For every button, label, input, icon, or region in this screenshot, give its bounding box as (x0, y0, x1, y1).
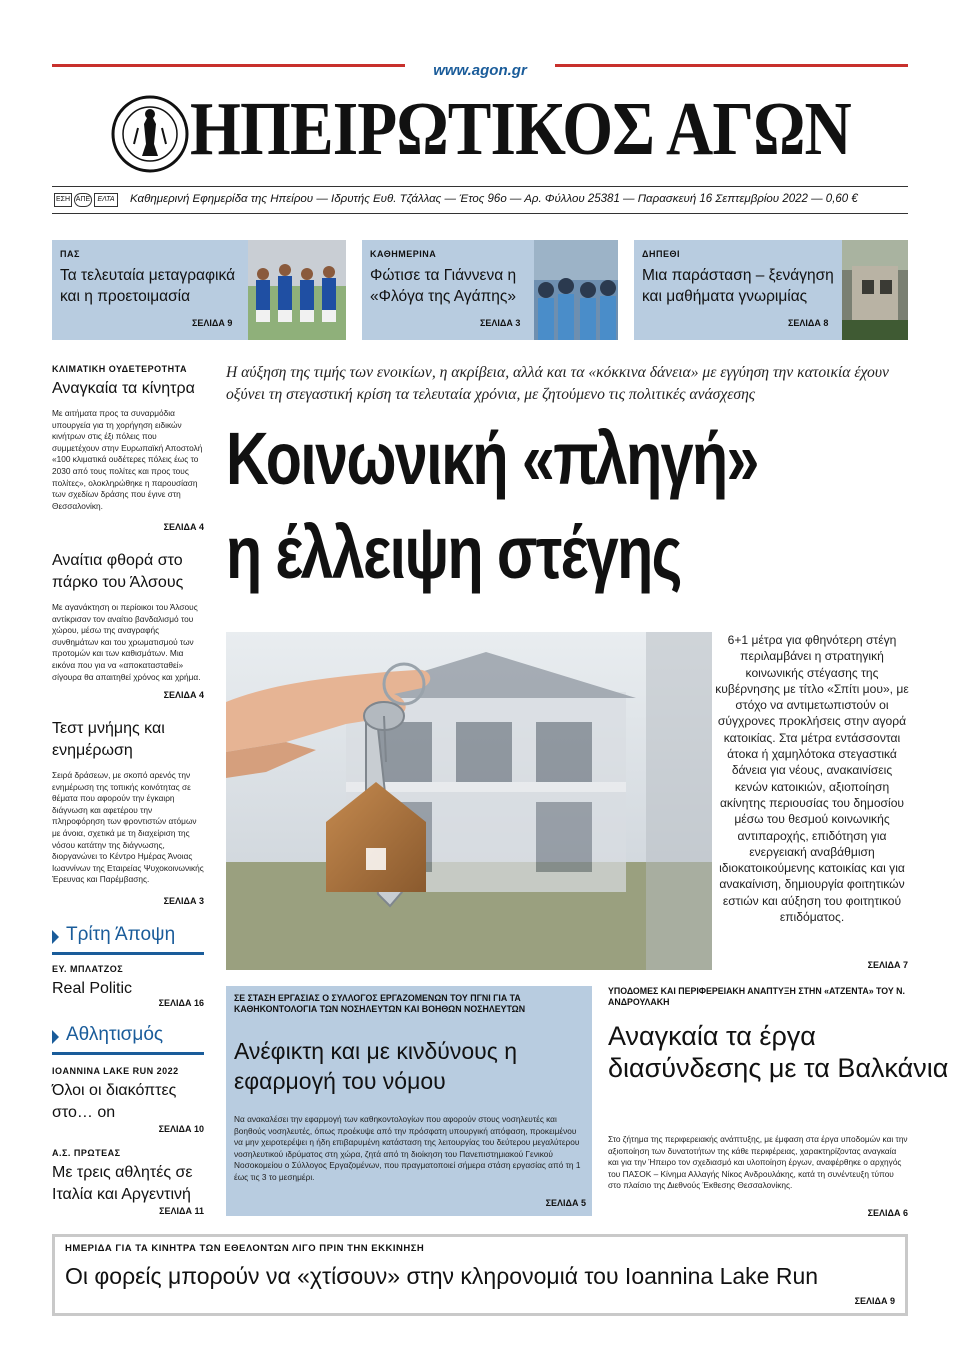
seal-logo-icon (110, 94, 190, 174)
story-text: Σειρά δράσεων, με σκοπό αρενός την ενημέρωση της τοπικής κοινότητας σε θέματα που αφορούν την έγκαιρη διάγνωση και αφετέρου την πληροφόρηση των φροντιστών ατόμων με άνοια, σχετικά με τη διαχείριση της νόσου κατάτην της διάγνωσης, διοργανώνει το Κέντρο Ημέρας Άνοιας Ιωαννίνων της Εταιρείας Ψυχοκοινωνικής Έρευνας και Παρέμβασης. (52, 770, 204, 885)
bottom-story[interactable] (52, 1234, 908, 1316)
elta-badge: ΕΛΤΑ (94, 193, 118, 207)
story-label: ΣΕ ΣΤΑΣΗ ΕΡΓΑΣΙΑΣ Ο ΣΥΛΛΟΓΟΣ ΕΡΓΑΖΟΜΕΝΩΝ ΤΟΥ ΠΓΝΙ ΓΙΑ ΤΑ ΚΑΘΗΚΟΝΤΟΛΟΓΙΑ ΤΩΝ ΝΟΣΗΛΕΥΤΩΝ ΚΑΙ ΒΟΗΘΩΝ ΝΟΣΗΛΕΥΤΩΝ (234, 993, 526, 1014)
teaser-title: Τα τελευταία μεταγραφικά και η προετοιμασία (60, 267, 236, 305)
story-title[interactable]: Αναίτια φθορά στο πάρκο του Άλσους (52, 552, 184, 591)
opinion-section-header (52, 924, 204, 950)
teaser-title: Μια παράσταση – ξενάγηση και μαθήματα γνωριμίας (642, 267, 834, 305)
teaser-label: ΠΑΣ (60, 249, 80, 259)
story-page: ΣΕΛΙΔΑ 9 (854, 1296, 895, 1306)
site-url[interactable]: www.agon.gr (433, 62, 527, 79)
story-title: Ανέφικτη και με κινδύνους η εφαρμογή του νόμου (234, 1038, 518, 1094)
sports-section-header (52, 1024, 204, 1050)
story-text: Να ανακαλέσει την εφαρμογή των καθηκοντολογίων που αφορούν στους νοσηλευτές και βοηθούς νοσηλευτές, όπως προέκυψε από την πρόσφατη υπουργική απόφαση, προκειμένου να μην χειροτερέψει η ήδη επιβαρυμένη κατάσταση της λειτουργίας του δεύτερου μεγαλύτερου νοσηλευτικού ιδρύματος στη χώρα, ζητά από τη διοίκηση του Πανεπιστημιακού Γενικού Νοσοκομείου ο Σύλλογος Εργαζομένων, που πραγματοποιεί σήμερα στάση εργασίας από τη 1 έως τις 3 το μεσημέρι. (234, 1114, 581, 1182)
teaser-page: ΣΕΛΙΔΑ 3 (480, 318, 521, 328)
teaser-label: ΚΑΘΗΜΕΡΙΝΑ (370, 249, 437, 259)
nurses-story[interactable] (226, 986, 592, 1216)
main-page: ΣΕΛΙΔΑ 7 (867, 960, 908, 970)
sport-page: ΣΕΛΙΔΑ 10 (158, 1124, 204, 1134)
edition-info: Καθημερινή Εφημερίδα της Ηπείρου — Ιδρυτής Ευθ. Τζάλλας — Έτος 96ο — Αρ. Φύλλου 25381 — Παρασκευή 16 Σεπτεμβρίου 2022 — 0,60 € (130, 193, 858, 205)
esiea-badge: ΕΣΗ (54, 193, 72, 207)
ape-badge: ΑΠΕ (74, 193, 92, 207)
teaser-title: Φώτισε τα Γιάννενα η «Φλόγα της Αγάπης» (370, 267, 517, 305)
main-body-text: 6+1 μέτρα για φθηνότερη στέγη περιλαμβάνει η στρατηγική κοινωνικής στέγασης της κυβέρνησης με τίτλο «Σπίτι μου», με στόχο να αντιμετωπιστούν οι σύγχρονες προκλήσεις στην αγορά κατοικίας. Στα μέτρα εντάσσονται άτοκα ή χαμηλότοκα στεγαστικά δάνεια για νέους, ανακαινίσεις κενών κατοικιών, αξιοποίηση ακίνητης περιουσίας του δημοσίου μέσω του θεσμού κοινωνικής αντιπαροχής, επιδότηση για ενεργειακή αναβάθμιση ιδιοκατοικούμενης κατοικίας και για ανακαίνιση, δημιουργία φοιτητικών εστιών και αύξηση του φοιτητικού επιδόματος. (715, 633, 909, 925)
sport-label: IOANNINA LAKE RUN 2022 (52, 1066, 179, 1076)
story-label: ΗΜΕΡΙΔΑ ΓΙΑ ΤΑ ΚΙΝΗΤΡΑ ΤΩΝ ΕΘΕΛΟΝΤΩΝ ΛΙΓΟ ΠΡΙΝ ΤΗΝ ΕΚΚΙΝΗΣΗ (65, 1243, 425, 1254)
opinion-title[interactable]: Real Politic (52, 980, 133, 997)
story-title: Αναγκαία τα έργα διασύνδεσης με τα Βαλκάνια (608, 1021, 949, 1083)
story-text: Με αιτήματα προς τα συναρμόδια υπουργεία για τη χορήγηση ειδικών κινήτρων στις έξι πόλεις που συμμετέχουν στην Ευρωπαϊκή Αποστολή «100 κλιματικά ουδέτερες πόλεις έως το 2030 από τους πολίτες και προς τους πολίτες», ολοκληρώθηκε η παρουσίαση των σχεδίων δράσης που έγινε στη Θεσσαλονίκη. (52, 408, 203, 511)
story-page: ΣΕΛΙΔΑ 4 (163, 690, 204, 700)
story-page: ΣΕΛΙΔΑ 3 (163, 896, 204, 906)
main-headline-line1[interactable]: Κοινωνική «πληγή» (226, 417, 758, 500)
sport-title[interactable]: Όλοι οι διακόπτες στο… on (52, 1082, 177, 1121)
story-page: ΣΕΛΙΔΑ 4 (163, 522, 204, 532)
teaser-page: ΣΕΛΙΔΑ 8 (788, 318, 829, 328)
teaser-dipethi[interactable] (634, 240, 908, 340)
teaser-pas[interactable] (52, 240, 346, 340)
stone-building-photo (842, 240, 908, 340)
teaser-label: ΔΗΠΕΘΙ (642, 249, 680, 259)
crowd-photo (534, 240, 618, 340)
story-label: ΥΠΟΔΟΜΕΣ ΚΑΙ ΠΕΡΙΦΕΡΕΙΑΚΗ ΑΝΑΠΤΥΞΗ ΣΤΗΝ «ΑΤΖΕΝΤΑ» ΤΟΥ Ν. ΑΝΔΡΟΥΛΑΚΗ (608, 986, 905, 1007)
triangle-icon (52, 930, 59, 944)
triangle-icon (52, 1030, 59, 1044)
story-text: Στο ζήτημα της περιφερειακής ανάπτυξης, με έμφαση στα έργα υποδομών και την αξιοποίηση των δυνατοτήτων της κάθε περιφέρειας, χαρακτηρίζοντας αναγκαία και για την Ήπειρο τον σχεδιασμό και υλοποίηση έργων, αναφέρθηκε ο αρχηγός του ΠΑΣΟΚ – Κίνημα Αλλαγής Νίκος Ανδρουλάκης, κατά τη συνέντευξη τύπου στο πλαίσιο της Διεθνούς Έκθεσης Θεσσαλονίκης. (608, 1134, 908, 1191)
main-headline-line2[interactable]: η έλλειψη στέγης (226, 511, 681, 594)
info-bar (52, 186, 908, 214)
opinion-author: ΕΥ. ΜΠΛΑΤΖΟΣ (52, 964, 124, 974)
teaser-kathimerina[interactable] (362, 240, 618, 340)
story-title: Οι φορείς μπορούν να «χτίσουν» στην κληρονομιά του Ioannina Lake Run (65, 1263, 819, 1289)
story-title[interactable]: Τεστ μνήμης και ενημέρωση (52, 720, 165, 759)
section-title: Τρίτη Άποψη (66, 924, 176, 945)
sport-label: Α.Σ. ΠΡΩΤΕΑΣ (52, 1148, 121, 1158)
teaser-page: ΣΕΛΙΔΑ 9 (192, 318, 233, 328)
sport-title[interactable]: Με τρεις αθλητές σε Ιταλία και Αργεντινή (52, 1164, 193, 1203)
opinion-page: ΣΕΛΙΔΑ 16 (158, 998, 204, 1008)
section-title: Αθλητισμός (66, 1024, 164, 1045)
story-page: ΣΕΛΙΔΑ 5 (545, 1198, 586, 1208)
football-players-photo (248, 240, 346, 340)
story-label: ΚΛΙΜΑΤΙΚΗ ΟΥΔΕΤΕΡΟΤΗΤΑ (52, 364, 187, 374)
section-rule (52, 952, 204, 955)
story-title[interactable]: Αναγκαία τα κίνητρα (52, 380, 195, 397)
newspaper-title: ΗΠΕΙΡΩΤΙΚΟΣ ΑΓΩΝ (190, 87, 851, 171)
section-rule (52, 1052, 204, 1055)
story-page: ΣΕΛΙΔΑ 6 (867, 1208, 908, 1218)
story-text: Με αγανάκτηση οι περίοικοι του Άλσους αντίκρισαν τον αναίτιο βανδαλισμό του χώρου, μέσω της αναγραφής συνθημάτων και του χρωματισμού των προτομών και των καθισμάτων. Μια εικόνα που για να «αποκατασταθεί» σίγουρα θα απαιτηθεί χρόνος και χρήμα. (52, 602, 201, 682)
main-lead: Η αύξηση της τιμής των ενοικίων, η ακρίβεια, αλλά και τα «κόκκινα δάνεια» με εγγύηση την κατοικία έχουν οξύνει τη στεγαστική κρίση τα τελευταία χρόνια, με ζητούμενο τις πολιτικές ανάσχεσης (226, 364, 889, 403)
house-keys-photo (226, 632, 712, 970)
sport-page: ΣΕΛΙΔΑ 11 (159, 1206, 204, 1216)
